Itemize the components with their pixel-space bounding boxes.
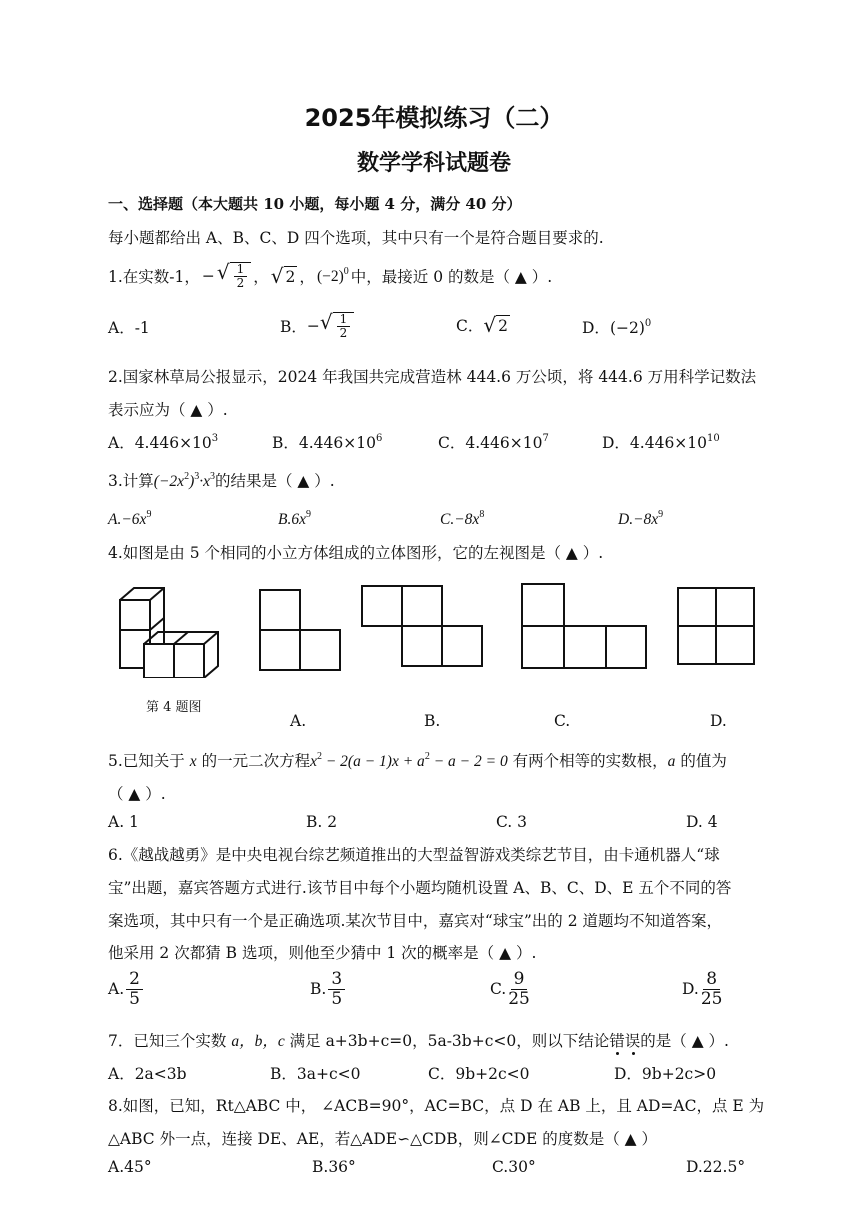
question-8-line2: △ABC 外一点，连接 DE、AE，若△ADE∽△CDB，则∠CDE 的度数是（ ▲ ） <box>108 1130 657 1148</box>
q4-label-a: A. <box>290 712 307 730</box>
q2-option-b: B．$4.446\times 10^6$ <box>272 433 383 452</box>
q6-option-a: A. $\frac{2}{5}$ <box>108 970 145 1008</box>
q1-prefix: 1.在实数-1， <box>108 268 200 287</box>
q8-option-c: C.30° <box>492 1158 536 1176</box>
question-6-line2: 宝”出题，嘉宾答题方式进行.该节目中每个小题均随机设置 A、B、C、D、E 五个不同的答 <box>108 879 732 897</box>
q7-option-d: D．9b+2c>0 <box>614 1065 717 1083</box>
q4-cube-figure <box>112 586 230 678</box>
question-3-stem: 3.计算$(-2x^2)^3\cdot x^3$的结果是（ ▲ ）. <box>108 471 335 490</box>
q8-option-d: D.22.5° <box>686 1158 746 1176</box>
page-title: 2025年模拟练习（二） <box>304 104 564 132</box>
q3-expression: $(-2x^2)^3\cdot x^3$ <box>153 471 215 490</box>
q1-option-c: C． √ 2 <box>456 313 508 337</box>
section-heading: 一、选择题（本大题共 10 小题，每小题 4 分，满分 40 分） <box>108 195 522 213</box>
q3-option-a: $A.-6x^9$ <box>108 509 152 528</box>
q7-option-a: A．2a<3b <box>108 1065 187 1083</box>
question-5-line2: （ ▲ ）. <box>108 785 166 803</box>
q4-view-b <box>358 584 484 670</box>
q4-view-a <box>256 586 342 672</box>
q6-option-d: D. $\frac{8}{25}$ <box>682 969 723 1009</box>
q4-label-d: D. <box>710 712 727 730</box>
question-6-line4: 他采用 2 次都猜 B 选项，则他至少猜中 1 次的概率是（ ▲ ）. <box>108 944 537 962</box>
q4-view-d <box>676 586 758 668</box>
q3-option-b: $B.6x^9$ <box>278 509 311 528</box>
q4-label-b: B. <box>424 712 441 730</box>
q8-option-b: B.36° <box>312 1158 356 1176</box>
q2-option-d: D．$4.446\times 10^{10}$ <box>602 433 720 452</box>
question-7-stem: 7．已知三个实数 a，b，c 满足 a+3b+c=0，5a-3b+c<0，则以下结论错误的是（ ▲ ）. <box>108 1032 729 1050</box>
q1-option-d: D．$(-2)^0$ <box>582 318 652 337</box>
q5-option-a: A. 1 <box>108 813 139 831</box>
question-4-stem: 4.如图是由 5 个相同的小立方体组成的立体图形，它的左视图是（ ▲ ）. <box>108 544 604 562</box>
question-2-line1: 2.国家林草局公报显示，2024 年我国共完成营造林 444.6 万公顷，将 444.6 万用科学记数法 <box>108 368 757 386</box>
q5-option-b: B. 2 <box>306 813 338 831</box>
question-5-stem: 5.已知关于 x 的一元二次方程$x^2 - 2(a - 1)x + a^2 - a - 2 = 0$ 有两个相等的实数根，a 的值为 <box>108 751 727 770</box>
q4-label-c: C. <box>554 712 571 730</box>
q2-option-c: C．$4.446\times 10^7$ <box>438 433 549 452</box>
q5-option-c: C. 3 <box>496 813 528 831</box>
question-2-line2: 表示应为（ ▲ ）. <box>108 401 228 419</box>
q6-option-c: C. $\frac{9}{25}$ <box>490 969 530 1009</box>
q1-sqrt-half: √ $\frac{1}{2}$ <box>217 262 251 290</box>
page-subtitle: 数学学科试题卷 <box>356 151 511 176</box>
q6-option-b: B. $\frac{3}{5}$ <box>310 970 347 1008</box>
q4-figure-caption: 第 4 题图 <box>146 700 202 715</box>
q1-option-b: B． − √ $\frac{1}{2}$ <box>280 312 354 340</box>
q5-option-d: D. 4 <box>686 813 718 831</box>
q4-view-c <box>518 580 650 672</box>
section-instruction: 每小题都给出 A、B、C、D 四个选项，其中只有一个是符合题目要求的. <box>108 229 604 247</box>
q1-option-a: A．-1 <box>108 319 150 337</box>
q7-option-c: C．9b+2c<0 <box>428 1065 530 1083</box>
question-8-line1: 8.如图，已知，Rt△ABC 中， ∠ACB=90°，AC=BC，点 D 在 AB 上，且 AD=AC，点 E 为 <box>108 1097 765 1115</box>
question-1-stem: 1.在实数-1， − √ $\frac{1}{2}$ ， √ 2 ， $(-2)^0$ 中，最接近 0 的数是（ ▲ ）. <box>108 260 553 291</box>
q8-option-a: A.45° <box>108 1158 152 1176</box>
question-6-line3: 案选项，其中只有一个是正确选项.某次节目中，嘉宾对“球宝”出的 2 道题均不知道答案， <box>108 912 722 930</box>
q1-power: $(-2)^0$ <box>316 266 349 286</box>
q3-option-c: $C.-8x^8$ <box>440 509 485 528</box>
q1-sqrt-two: √ 2 <box>270 264 296 289</box>
question-6-line1: 6.《越战越勇》是中央电视台综艺频道推出的大型益智游戏类综艺节目，由卡通机器人“球 <box>108 846 720 864</box>
q2-option-a: A．$4.446\times 10^3$ <box>108 433 219 452</box>
q5-equation: $x^2 - 2(a - 1)x + a^2 - a - 2 = 0$ <box>310 751 508 770</box>
q7-option-b: B．3a+c<0 <box>270 1065 361 1083</box>
q3-option-d: $D.-8x^9$ <box>618 509 664 528</box>
q1-suffix: 中，最接近 0 的数是（ ▲ ）. <box>350 268 553 287</box>
